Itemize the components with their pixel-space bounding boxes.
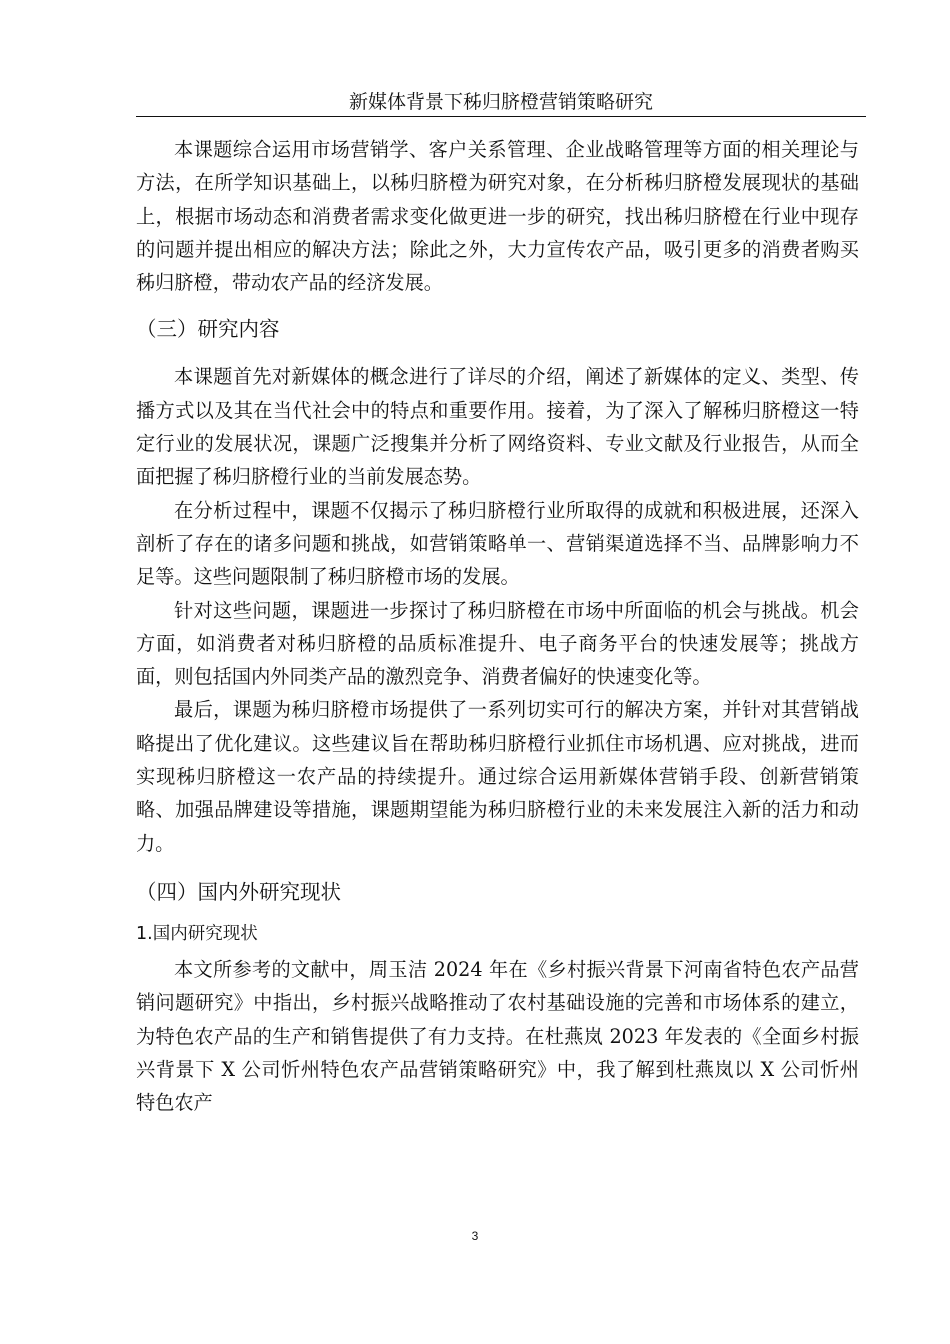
header-divider — [136, 116, 866, 117]
document-body — [136, 133, 859, 1119]
body-paragraph: 本文所参考的文献中，周玉洁 2024 年在《乡村振兴背景下河南省特色农产品营销问题研究》中指出，乡村振兴战略推动了农村基础设施的完善和市场体系的建立，为特色农产品的生产和销售提供了有力支持。在杜燕岚 2023 年发表的《全面乡村振兴背景下 X 公司忻州特色农产品营销策略研究》中，我了解到杜燕岚以 X 公司忻州特色农产 — [136, 957, 859, 1115]
body-paragraph: 在分析过程中，课题不仅揭示了秭归脐橙行业所取得的成就和积极进展，还深入剖析了存在的诸多问题和挑战，如营销策略单一、营销渠道选择不当、品牌影响力不足等。这些问题限制了秭归脐橙市场的发展。 — [136, 498, 859, 589]
section-heading-research-status: （四）国内外研究现状 — [136, 879, 341, 904]
running-header-title: 新媒体背景下秭归脐橙营销策略研究 — [348, 91, 653, 113]
intro-paragraph: 本课题综合运用市场营销学、客户关系管理、企业战略管理等方面的相关理论与方法，在所学知识基础上，以秭归脐橙为研究对象，在分析秭归脐橙发展现状的基础上，根据市场动态和消费者需求变化做更进一步的研究，找出秭归脐橙在行业中现存的问题并提出相应的解决方法；除此之外，大力宣传农产品，吸引更多的消费者购买秭归脐橙，带动农产品的经济发展。 — [136, 138, 859, 295]
body-paragraph: 本课题首先对新媒体的概念进行了详尽的介绍，阐述了新媒体的定义、类型、传播方式以及其在当代社会中的特点和重要作用。接着，为了深入了解秭归脐橙这一特定行业的发展状况，课题广泛搜集并分析了网络资料、专业文献及行业报告，从而全面把握了秭归脐橙行业的当前发展态势。 — [136, 365, 859, 489]
body-paragraph: 最后，课题为秭归脐橙市场提供了一系列切实可行的解决方案，并针对其营销战略提出了优化建议。这些建议旨在帮助秭归脐橙行业抓住市场机遇、应对挑战，进而实现秭归脐橙这一农产品的持续提升。通过综合运用新媒体营销手段、创新营销策略、加强品牌建设等措施，课题期望能为秭归脐橙行业的未来发展注入新的活力和动力。 — [136, 698, 859, 855]
body-paragraph: 针对这些问题，课题进一步探讨了秭归脐橙在市场中所面临的机会与挑战。机会方面，如消费者对秭归脐橙的品质标准提升、电子商务平台的快速发展等；挑战方面，则包括国内外同类产品的激烈竞争、消费者偏好的快速变化等。 — [136, 598, 859, 689]
section-heading-research-content: （三）研究内容 — [136, 317, 280, 342]
page-number: 3 — [471, 1229, 479, 1243]
subsection-heading-domestic: 1.国内研究现状 — [136, 923, 258, 944]
